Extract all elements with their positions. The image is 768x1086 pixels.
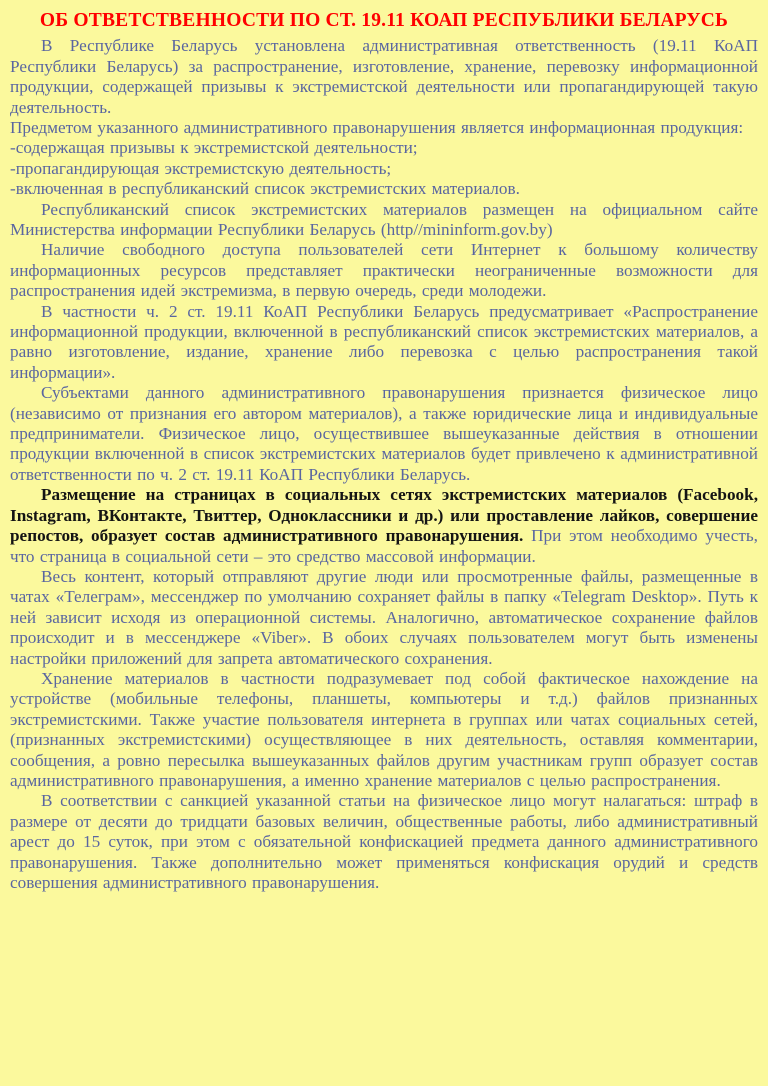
paragraph-article-part2: В частности ч. 2 ст. 19.11 КоАП Республики Беларусь предусматривает «Распространение информационной продукции, включенной в республиканский список экстремистских материалов, а равно изготовление, издание, хранение либо перевозка с целью распространения такой информации». [10,301,758,382]
paragraph-messengers: Весь контент, который отправляют другие люди или просмотренные файлы, размещенные в чатах «Телеграм», мессенджер по умолчанию сохраняет файлы в папку «Telegram Desktop». Путь к ней зависит исходя из операционной системы. Аналогично, автоматическое сохранение файлов происходит и в мессенджере «Viber». В обоих случаях пользователем могут быть изменены настройки приложений для запрета автоматического сохранения. [10,566,758,668]
list-item-calls-to-extremism: -содержащая призывы к экстремистской деятельности; [10,138,418,158]
paragraph-social-networks [10,485,758,567]
list-item-republican-list: -включенная в республиканский список экстремистских материалов. [10,179,520,199]
social-networks-bold-statement: Размещение на страницах в социальных сетях экстремистских материалов (Facebook, Instagram, ВКонтакте, Твиттер, Одноклассники и др.) или проставление лайков, совершение репостов, образует состав административного правонарушения. [10,485,758,546]
paragraph-subject: Предметом указанного административного правонарушения является информационная продукция: [10,117,744,137]
document-title: ОБ ОТВЕТСТВЕННОСТИ ПО СТ. 19.11 КОАП РЕСПУБЛИКИ БЕЛАРУСЬ [39,10,729,31]
paragraph-storage: Хранение материалов в частности подразумевает под собой фактическое нахождение на устройстве (мобильные телефоны, планшеты, компьютеры и т.д.) файлов признанных экстремистскими. Также участие пользователя интернета в группах или чатах социальных сетей, (признанных экстремистскими) осуществляющее в них деятельность, оставляя комментарии, сообщения, а ровно пересылка вышеуказанных файлов другим участникам групп образует состав административного правонарушения, а именно хранение материалов с целью распространения. [10,668,758,790]
paragraph-intro: В Республике Беларусь установлена административная ответственность (19.11 КоАП Республики Беларусь) за распространение, изготовление, хранение, перевозку информационной продукции, содержащей призывы к экстремистской деятельности или пропагандирующей такую деятельность. [10,36,758,117]
social-networks-continuation: При этом необходимо учесть, что страница в социальной сети – это средство массовой информации. [10,526,758,566]
paragraph-subjects: Субъектами данного административного правонарушения признается физическое лицо (независимо от признания его автором материалов), а также юридические лица и индивидуальные предприниматели. Физическое лицо, осуществившее вышеуказанные действия в отношении продукции включенной в список экстремистских материалов будет привлечено к административной ответственности по ч. 2 ст. 19.11 КоАП Республики Беларусь. [10,383,758,484]
list-item-propaganda: -пропагандирующая экстремистскую деятельность; [10,158,392,178]
paragraph-sanctions: В соответствии с санкцией указанной статьи на физическое лицо могут налагаться: штраф в размере от десяти до тридцати базовых величин, общественные работы, либо административный арест до 15 суток, при этом с обязательной конфискацией предмета данного административного правонарушения. Также дополнительно может применяться конфискация орудий и средств совершения административного правонарушения. [10,791,758,892]
paragraph-internet-access: Наличие свободного доступа пользователей сети Интернет к большому количеству информационных ресурсов представляет практически неограниченные возможности для распространения идей экстремизма, в первую очередь, среди молодежи. [10,240,758,301]
paragraph-official-site: Республиканский список экстремистских материалов размещен на официальном сайте Министерства информации Республики Беларусь (http//mininform.gov.by) [10,199,758,239]
